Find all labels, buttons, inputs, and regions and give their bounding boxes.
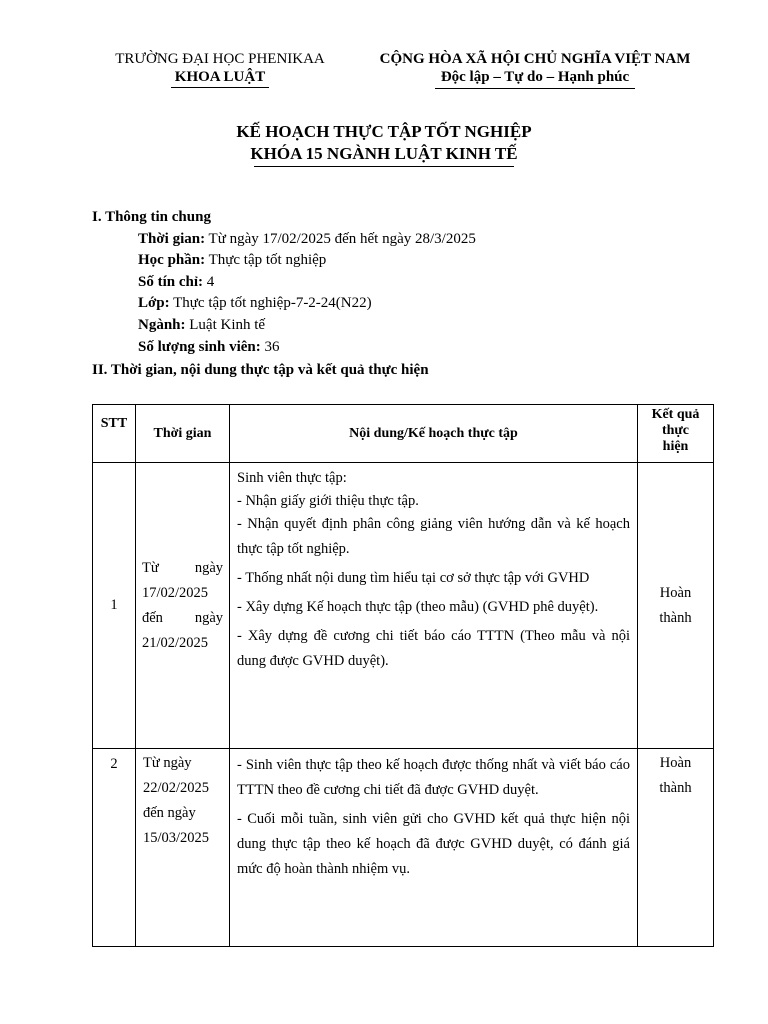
info-label: Ngành: — [138, 316, 186, 333]
row-stt: 2 — [93, 749, 136, 947]
motto-underline — [435, 88, 635, 89]
info-line — [92, 229, 476, 251]
time-word: đến — [142, 609, 163, 626]
header-content: Nội dung/Kế hoạch thực tập — [230, 405, 638, 463]
info-label: Số lượng sinh viên: — [138, 338, 261, 355]
info-value: Thực tập tốt nghiệp — [205, 252, 327, 269]
row-content — [230, 463, 638, 749]
info-line — [92, 315, 476, 337]
info-line — [92, 337, 476, 359]
info-line — [92, 250, 476, 272]
title-line-2: KHÓA 15 NGÀNH LUẬT KINH TẾ — [250, 144, 518, 163]
header-result-line: Kết quả — [651, 407, 700, 422]
content-paragraph: - Nhận giấy giới thiệu thực tập. — [237, 493, 419, 509]
header-result — [638, 405, 714, 463]
time-date: 15/03/2025 — [143, 830, 210, 846]
header-left — [100, 50, 340, 88]
section-heading: II. Thời gian, nội dung thực tập và kết quả thực hiện — [92, 362, 429, 378]
row-time — [136, 463, 230, 749]
content-paragraph: - Sinh viên thực tập theo kế hoạch được thống nhất và viết báo cáo TTTN theo đề cương chi tiết đã được GVHD duyệt. — [237, 757, 630, 798]
time-date: 22/02/2025 — [143, 780, 210, 796]
content-paragraph: - Thống nhất nội dung tìm hiểu tại cơ sở thực tập với GVHD — [237, 570, 590, 586]
info-value: 36 — [260, 338, 280, 355]
header-result-line: hiện — [662, 439, 689, 454]
header-right — [360, 50, 710, 89]
row-result — [638, 749, 714, 947]
result-line: Hoàn — [659, 755, 692, 771]
motto: Độc lập – Tự do – Hạnh phúc — [440, 69, 630, 85]
info-line — [92, 272, 476, 294]
row-result — [638, 463, 714, 749]
content-paragraph: - Cuối mỗi tuần, sinh viên gửi cho GVHD kết quả thực hiện nội dung thực tập theo kế hoạch đã được GVHD duyệt, có đánh giá mức độ hoàn thành nhiệm vụ. — [237, 811, 630, 877]
table-row — [93, 749, 714, 947]
general-info-section — [92, 207, 476, 358]
info-label: Học phần: — [138, 252, 206, 269]
info-value: Từ ngày 17/02/2025 đến hết ngày 28/3/2025 — [205, 230, 476, 247]
row-stt: 1 — [93, 463, 136, 749]
info-label: Số tín chỉ: — [138, 273, 204, 290]
plan-table — [92, 404, 714, 947]
row-content — [230, 749, 638, 947]
header-result-line: thực — [661, 423, 690, 438]
section-heading: I. Thông tin chung — [92, 209, 211, 225]
school-name: TRƯỜNG ĐẠI HỌC PHENIKAA — [115, 51, 325, 67]
table-row — [93, 463, 714, 749]
content-paragraph: - Xây dựng Kế hoạch thực tập (theo mẫu) (GVHD phê duyệt). — [237, 599, 599, 615]
content-paragraph: Sinh viên thực tập: — [237, 470, 347, 486]
info-value: 4 — [203, 273, 215, 290]
faculty-name: KHOA LUẬT — [174, 69, 266, 85]
info-value: Luật Kinh tế — [185, 316, 266, 333]
time-word: Từ ngày — [143, 755, 192, 771]
time-date: 21/02/2025 — [142, 634, 209, 651]
row-time — [136, 749, 230, 947]
content-paragraph: - Nhận quyết định phân công giảng viên hướng dẫn và kế hoạch thực tập tốt nghiệp. — [237, 516, 630, 557]
info-label: Lớp: — [138, 295, 170, 312]
time-word: ngày — [194, 609, 223, 626]
country-name: CỘNG HÒA XÃ HỘI CHỦ NGHĨA VIỆT NAM — [379, 51, 691, 67]
content-paragraph: - Xây dựng đề cương chi tiết báo cáo TTTN (Theo mẫu và nội dung được GVHD duyệt). — [237, 628, 630, 669]
result-line: thành — [659, 780, 692, 796]
info-label: Thời gian: — [138, 230, 206, 247]
time-word: Từ — [142, 559, 159, 576]
info-line — [92, 293, 476, 315]
result-line: Hoàn — [659, 584, 692, 601]
time-date: 17/02/2025 — [142, 584, 209, 601]
header-time: Thời gian — [136, 405, 230, 463]
header-stt: STT — [93, 405, 136, 463]
faculty-underline — [171, 87, 269, 88]
document-title — [0, 121, 768, 167]
title-line-1: KẾ HOẠCH THỰC TẬP TỐT NGHIỆP — [236, 122, 532, 141]
time-word: ngày — [194, 559, 223, 576]
table-header-row — [93, 405, 714, 463]
info-value: Thực tập tốt nghiệp-7-2-24(N22) — [169, 295, 372, 312]
result-line: thành — [659, 609, 692, 626]
title-underline — [254, 166, 514, 167]
time-word: đến ngày — [143, 805, 196, 821]
